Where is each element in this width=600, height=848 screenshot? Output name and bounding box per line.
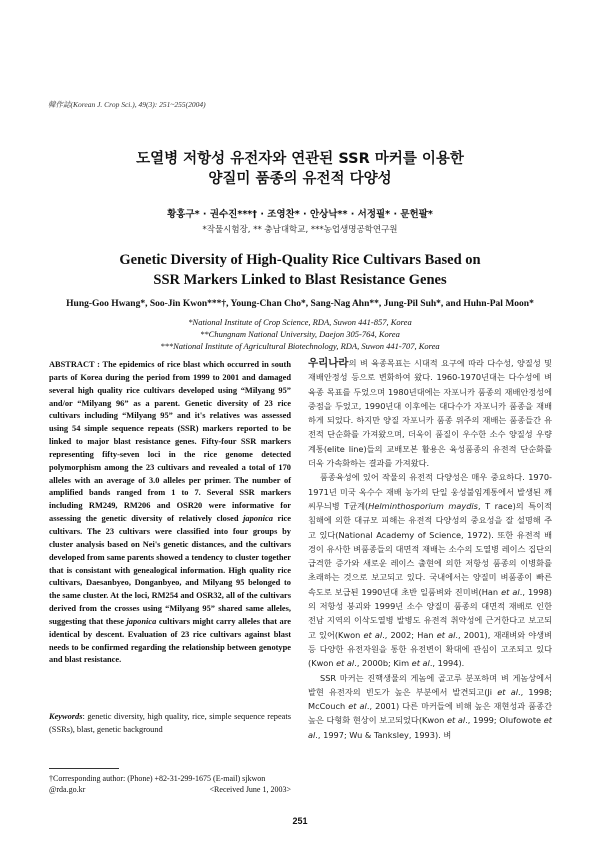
keywords (49, 711, 291, 736)
body-lead-word: 우리나라 (308, 357, 349, 369)
body-p2-etal-4: et al (336, 658, 355, 669)
english-affiliation-1: *National Institute of Crop Science, RDA, Suwon 441-857, Korea (188, 317, 412, 327)
body-p2-text-f: ., 2000b; Kim (354, 658, 412, 669)
footnote-email-domain: @rda.go.kr (49, 785, 86, 794)
journal-citation: 韓作誌(Korean J. Crop Sci.), 49(3): 251~255(2004) (48, 100, 206, 109)
korean-affiliations: *작물시험장, ** 충남대학교, ***농업생명공학연구원 (202, 225, 398, 235)
body-p2-species: Helminthosporium maydis (368, 500, 478, 511)
korean-title-line-1: 도열병 저항성 유전자와 연관된 SSR 마커를 이용한 (136, 151, 464, 167)
keywords-label: Keywords (49, 712, 83, 721)
body-p2-etal-3: et al (436, 629, 456, 640)
body-p3-text-a: SSR 마커는 진핵생물의 게놈에 골고루 분포하며 벼 게놈상에서 발현 유전자의 빈도가 높은 부분에서 발견되고(Ji (308, 672, 552, 697)
footnote-divider (49, 768, 119, 769)
page-number: 251 (292, 816, 308, 826)
korean-title-line-2: 양질미 품종의 유전적 다양성 (208, 171, 392, 187)
body-p2-text-g: ., 1994). (429, 658, 465, 669)
body-p2-text-d: ., 2002; Han (382, 629, 437, 640)
body-p2-etal-5: et al (411, 658, 430, 669)
body-p2-text-a: 품종육성에 있어 작물의 유전적 다양성은 매우 중요하다. 1970-1971년 미국 옥수수 재배 농가의 단일 웅성불임계통에서 발생된 깨씨무늬병 T균계( (308, 472, 552, 511)
abstract-italic-2: japonica (126, 616, 157, 626)
abstract-text-2: rice cultivars. The 23 cultivars were classified into four groups by cluster analysis based on Nei's genetic distances, and the cultivars developed from same parents showed a tendency to cluster together that is consistant with genealogical information. High quality rice cultivars, Daesanbyeo, Donganbyeo, and Milyang 95 belonged to the same cluster. At the loci, RM254 and OSR32, all of the cultivars derived from the crosses using “Milyang 95” shared same alleles, suggesting that these (49, 514, 291, 626)
body-p2-etal-2: et al (363, 629, 383, 640)
body-paragraph-2 (308, 470, 552, 670)
body-p3-text-c: ., 2001) 다른 마커들에 비해 높은 재현성과 품종간 높은 다형화 현상이 보고되었다(Kwon (308, 701, 552, 726)
body-p3-text-b: ., 1998; McCouch (308, 686, 552, 712)
body-p2-etal-1: et al (501, 586, 520, 597)
body-p2-text-b: , T race)의 특이적 침해에 의한 대규모 피해는 유전적 다양성의 중요성을 잘 설명해 주고 있다(National Academy of Science, 1972). 또한 유전적 배경이 유사한 벼품종들의 대면적 재배는 소수의 도열병 레이스 집단의 급격한 증가와 새로운 레이스 출현에 의한 저항성 품종의 이병화를 초래하는 것으로 보고되고 있다. 국내에서는 양질미 벼품종이 빠른 속도로 보급된 1990년대 초반 일품벼와 진미벼(Han (308, 500, 552, 597)
english-affiliation-2: **Chungnam National University, Daejon 305-764, Korea (200, 329, 400, 339)
body-p2-text-c: ., 1998)의 저항성 붕괴와 1999년 소수 양질미 품종의 대면적 재배로 인한 전남 지역의 이삭도열병 발병도 유전적 취약성에 근거한다고 보고되고 있어(Kwon (308, 586, 552, 640)
body-p3-text-e: ., 1997; Wu & Tanksley, 1993). 벼 (315, 729, 452, 740)
footnote-received: <Received June 1, 2003> (209, 785, 291, 794)
english-title-line-2: SSR Markers Linked to Blast Resistance Genes (153, 272, 447, 288)
english-affiliation-3: ***National Institute of Agricultural Biotechnology, RDA, Suwon 441-707, Korea (160, 341, 440, 351)
body-text-column (308, 356, 552, 742)
abstract (49, 359, 291, 667)
footnote-corresponding: †Corresponding author: (Phone) +82-31-299-1675 (E-mail) sjkwon (49, 774, 266, 783)
body-p3-etal-1: et al (497, 686, 518, 697)
keywords-text: : genetic diversity, high quality, rice, simple sequence repeats (SSRs), blast, genetic background (49, 712, 291, 734)
english-authors: Hung-Goo Hwang*, Soo-Jin Kwon***†, Young-Chan Cho*, Sang-Nag Ahn**, Jung-Pil Suh*, and Huhn-Pal Moon* (66, 299, 534, 309)
body-p2-text-e: ., 2001), 재래벼와 야생벼 등 다양한 유전자원을 통한 유전변이 확대에 관심이 고조되고 있다(Kwon (308, 629, 552, 669)
body-p1-text: 의 벼 육종목표는 시대적 요구에 따라 다수성, 양질성 및 재배안정성 등으로 변화하여 왔다. 1960-1970년대는 다수성에 벼 육종 목표를 두었으며 1980년대에는 자포니카 품종의 재배안정성에 중점을 두었고, 1990년대 이후에는 대다수가 자포니카 품종을 재배하게 되었다. 하지만 양질 자포니카 품종 위주의 재배는 품종들간 유전적 단순화를 가져왔으며, 더욱이 품질이 우수한 소수 양질성 우량계통(elite line)들의 교배모본 활용은 육성품종의 유전적 단순화를 더욱 가속화하는 결과를 가져왔다. (308, 358, 552, 469)
abstract-italic-1: japonica (243, 514, 273, 524)
body-paragraph-1 (308, 356, 552, 470)
body-p3-etal-3: et al (446, 715, 466, 726)
body-p3-text-d: ., 1999; Olufowote (465, 715, 544, 726)
abstract-label: ABSTRACT : (49, 360, 103, 369)
body-p3-etal-2: et al (348, 701, 367, 712)
body-paragraph-3 (308, 671, 552, 742)
abstract-text-1: The epidemics of rice blast which occurred in south parts of Korea during the period from 1999 to 2001 and damaged several high quality rice cultivars developed using “Milyang 95” and/or “Milyang 96” as a parent. Genetic diversity of 23 rice cultivars including “Milyang 95” and it's relatives was assessed using 54 simple sequence repeats (SSR) markers reported to be linked to major blast resistance genes. Fifty-four SSR markers representing fifty-seven loci in the rice genome detected polymorphism among the 23 cultivars and revealed a total of 170 alleles with an average of 3.0 alleles per primer. The number of amplified bands ranged from 1 to 7. Several SSR markers including RM249, RM206 and OSR20 were informative for assessing the genetic diversity of relatively closed (49, 360, 291, 524)
abstract-text-3: cultivars might carry alleles that are identical by descent. Evaluation of 23 rice cultivars against blast needs to be confirmed regarding the relationship between genotype and blast resistance. (49, 616, 292, 665)
korean-authors: 황홍구* · 권수진***† · 조영찬* · 안상낙** · 서정필* · 문헌팔* (167, 209, 433, 220)
english-title-line-1: Genetic Diversity of High-Quality Rice Cultivars Based on (119, 252, 481, 268)
body-p3-etal-4: et al (308, 715, 552, 740)
footnote (49, 773, 291, 795)
